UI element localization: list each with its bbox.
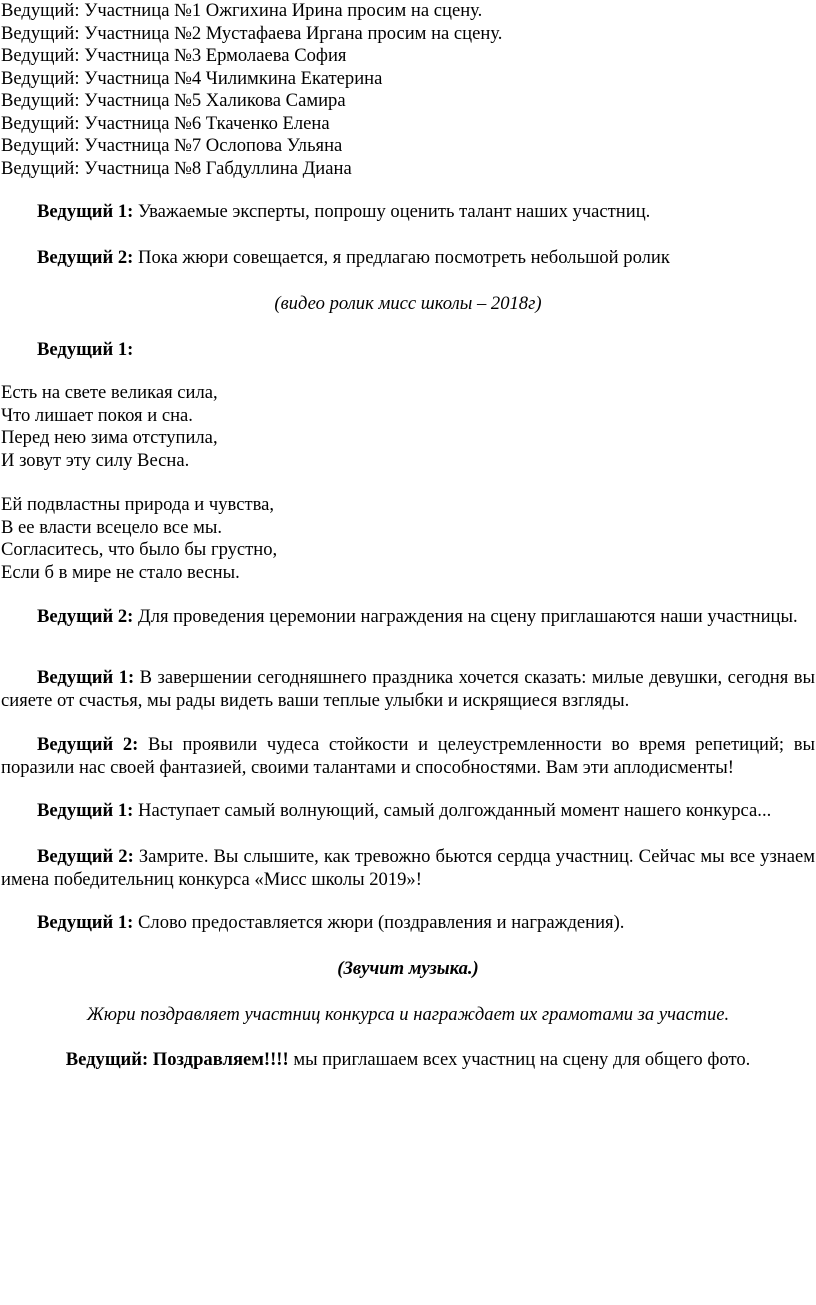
participant-line: Ведущий: Участница №1 Ожгихина Ирина просим на сцену. bbox=[1, 0, 483, 21]
poem-stanza-2 bbox=[1, 494, 501, 584]
participant-line: Ведущий: Участница №6 Ткаченко Елена bbox=[1, 112, 330, 134]
participant-line: Ведущий: Участница №2 Мустафаева Иргана просим на сцену. bbox=[1, 22, 503, 44]
participant-line: Ведущий: Участница №4 Чилимкина Екатерина bbox=[1, 67, 383, 89]
participant-line: Ведущий: Участница №8 Габдуллина Диана bbox=[1, 157, 352, 179]
poem-line: В ее власти всецело все мы. bbox=[1, 516, 223, 538]
speaker-label: Ведущий 2: bbox=[37, 734, 139, 755]
speaker-label: Ведущий 1: bbox=[37, 912, 134, 933]
participant-line: Ведущий: Участница №3 Ермолаева София bbox=[1, 45, 347, 66]
stage-direction: (видео ролик мисс школы – 2018г) bbox=[274, 293, 542, 314]
speaker-label: Ведущий 1: bbox=[37, 339, 134, 360]
speech-text: Наступает самый волнующий, самый долгожданный момент нашего конкурса... bbox=[133, 800, 772, 821]
paragraph-host2-ceremony bbox=[1, 605, 815, 628]
speech-text: Для проведения церемонии награждения на сцену приглашаются наши участницы. bbox=[133, 606, 798, 627]
paragraph-host1-closing bbox=[1, 666, 815, 712]
speaker-label: Ведущий 1: bbox=[37, 800, 134, 821]
paragraph-host1-jury bbox=[1, 911, 815, 934]
poem-line: Перед нею зима отступила, bbox=[1, 427, 218, 449]
speech-text: Пока жюри совещается, я предлагаю посмотреть небольшой ролик bbox=[133, 247, 670, 268]
poem-line: Согласитесь, что было бы грустно, bbox=[1, 539, 278, 561]
poem-stanza-1 bbox=[1, 382, 501, 472]
speech-text: мы приглашаем всех участниц на сцену для общего фото. bbox=[288, 1049, 751, 1070]
speaker-label: Ведущий 2: bbox=[37, 606, 134, 627]
video-note bbox=[1, 292, 815, 315]
poem-line: Если б в мире не стало весны. bbox=[1, 561, 240, 583]
speech-text: В завершении сегодняшнего праздника хочется сказать: милые девушки, сегодня вы сияете от счастья, мы рады видеть ваши теплые улыбки и искрящиеся взгляды. bbox=[1, 667, 816, 711]
paragraph-host2-video bbox=[1, 246, 815, 269]
poem-line: Что лишает покоя и сна. bbox=[1, 404, 193, 426]
speaker-label: Ведущий 1: bbox=[37, 201, 134, 222]
participants-list bbox=[1, 0, 811, 180]
paragraph-host1-poem-intro bbox=[1, 338, 815, 361]
stage-direction: (Звучит музыка.) bbox=[337, 958, 479, 979]
paragraph-host1-experts bbox=[1, 200, 815, 223]
speech-text: Вы проявили чудеса стойкости и целеустремленности во время репетиций; вы поразили нас своей фантазией, своими талантами и способностями. Вам эти аплодисменты! bbox=[1, 734, 815, 778]
paragraph-host2-winners bbox=[1, 845, 815, 891]
speech-text: Слово предоставляется жюри (поздравления и награждения). bbox=[133, 912, 625, 933]
speaker-label: Ведущий 2: bbox=[37, 247, 134, 268]
participant-line: Ведущий: Участница №7 Ослопова Ульяна bbox=[1, 135, 343, 156]
speech-text: Уважаемые эксперты, попрошу оценить талант наших участниц. bbox=[133, 201, 651, 222]
paragraph-host2-applause bbox=[1, 733, 815, 779]
stage-direction: Жюри поздравляет участниц конкурса и награждает их грамотами за участие. bbox=[86, 1004, 730, 1025]
speaker-label: Ведущий 1: bbox=[37, 667, 135, 688]
participant-line: Ведущий: Участница №5 Халикова Самира bbox=[1, 90, 346, 111]
jury-note bbox=[1, 1003, 815, 1026]
speaker-label: Ведущий: Поздравляем!!!! bbox=[65, 1049, 289, 1070]
final-paragraph bbox=[1, 1048, 815, 1071]
speech-text: Замрите. Вы слышите, как тревожно бьются сердца участниц. Сейчас мы все узнаем имена победительниц конкурса «Мисс школы 2019»! bbox=[1, 846, 816, 890]
paragraph-host1-moment bbox=[1, 799, 815, 822]
music-note bbox=[1, 957, 815, 980]
poem-line: Ей подвластны природа и чувства, bbox=[1, 494, 275, 515]
poem-line: И зовут эту силу Весна. bbox=[1, 449, 190, 471]
speaker-label: Ведущий 2: bbox=[37, 846, 134, 867]
poem-line: Есть на свете великая сила, bbox=[1, 382, 218, 403]
